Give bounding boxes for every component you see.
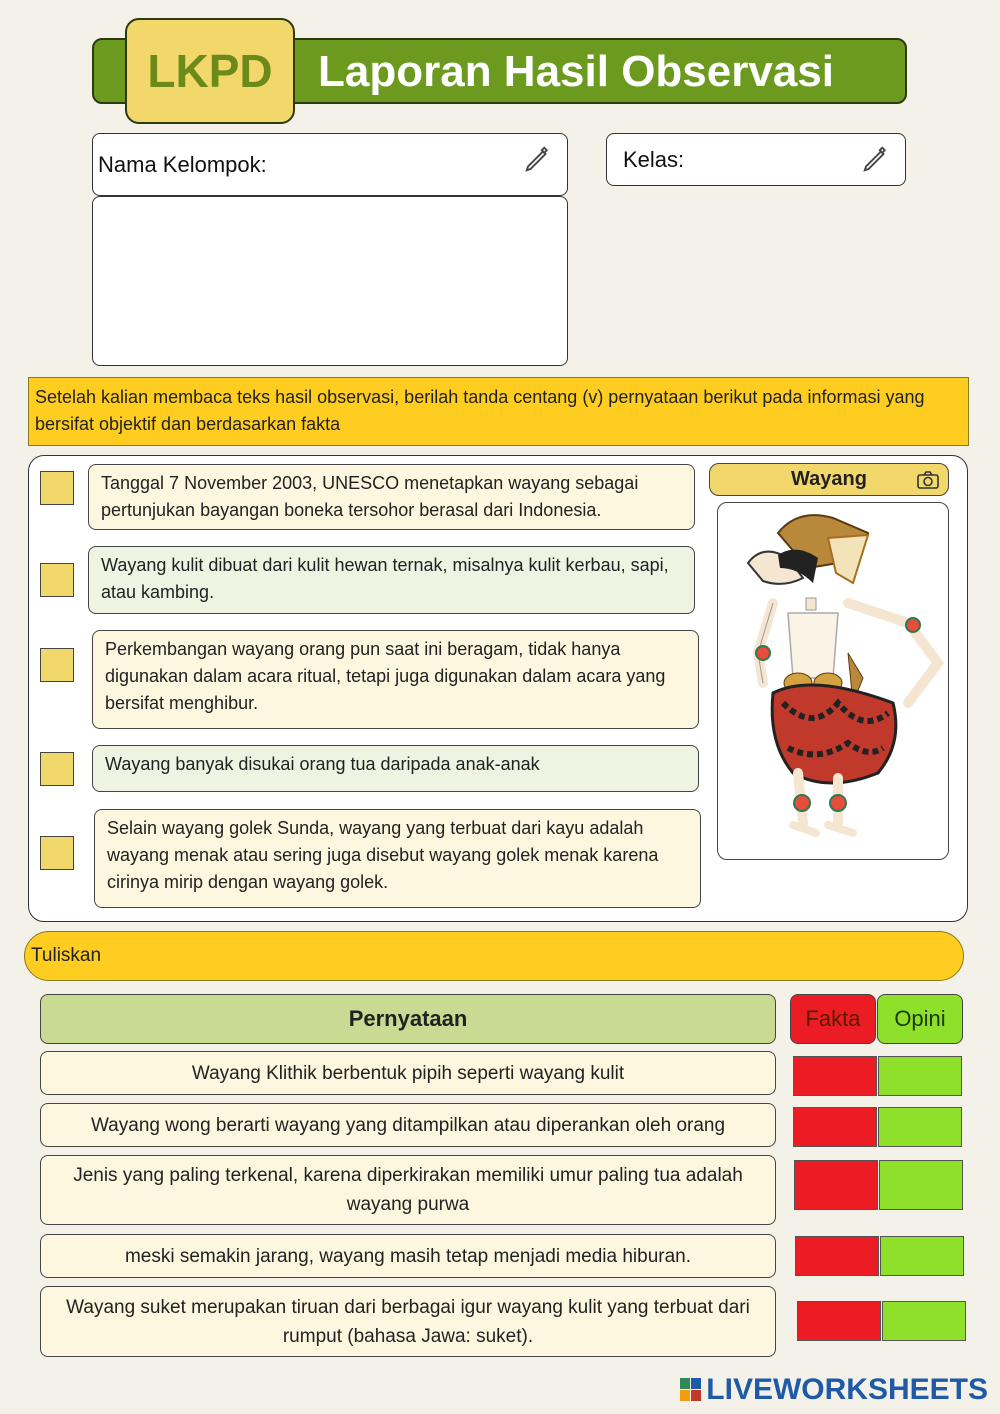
statement-4: Wayang banyak disukai orang tua daripada anak-anak [92, 745, 699, 792]
class-label: Kelas: [623, 147, 685, 172]
opinion-drop-box[interactable] [879, 1160, 963, 1210]
header-badge: LKPD [125, 18, 295, 124]
class-field[interactable] [606, 133, 906, 186]
statement-5: Selain wayang golek Sunda, wayang yang terbuat dari kayu adalah wayang menak atau sering juga disebut wayang golek menak karena cirinya mirip dengan wayang golek. [94, 809, 701, 908]
pencil-icon[interactable] [523, 144, 553, 174]
image-card-title-text: Wayang [791, 468, 867, 490]
fact-drop-box[interactable] [793, 1107, 877, 1147]
statement-2: Wayang kulit dibuat dari kulit hewan ternak, misalnya kulit kerbau, sapi, atau kambing. [88, 546, 695, 614]
statement-column-header: Pernyataan [40, 994, 776, 1044]
fact-drop-box[interactable] [793, 1056, 877, 1096]
fact-drop-box[interactable] [795, 1236, 879, 1276]
camera-icon [916, 470, 940, 490]
checkbox-4[interactable] [40, 752, 74, 786]
table-row: Wayang suket merupakan tiruan dari berbagai igur wayang kulit yang terbuat dari rumput (bahasa Jawa: suket). [40, 1286, 776, 1357]
statement-3: Perkembangan wayang orang pun saat ini beragam, tidak hanya digunakan dalam acara ritual, tetapi juga digunakan dalam acara yang bersifat menghibur. [92, 630, 699, 729]
checkbox-1[interactable] [40, 471, 74, 505]
fact-drop-box[interactable] [794, 1160, 878, 1210]
group-name-input[interactable] [92, 196, 568, 366]
opinion-drop-box[interactable] [880, 1236, 964, 1276]
wayang-puppet-illustration [718, 503, 950, 861]
wayang-image [717, 502, 949, 860]
statement-1: Tanggal 7 November 2003, UNESCO menetapkan wayang sebagai pertunjukan bayangan boneka tersohor berasal dari Indonesia. [88, 464, 695, 530]
section-banner: Tuliskan [24, 931, 964, 981]
table-row: Wayang Klithik berbentuk pipih seperti wayang kulit [40, 1051, 776, 1095]
opinion-drop-box[interactable] [882, 1301, 966, 1341]
fact-column-header: Fakta [790, 994, 876, 1044]
checkbox-2[interactable] [40, 563, 74, 597]
opinion-drop-box[interactable] [878, 1107, 962, 1147]
opinion-column-header: Opini [877, 994, 963, 1044]
brand-logo [680, 1372, 988, 1408]
checkbox-3[interactable] [40, 648, 74, 682]
pencil-icon[interactable] [861, 144, 891, 174]
table-row: Jenis yang paling terkenal, karena diperkirakan memiliki umur paling tua adalah wayang purwa [40, 1155, 776, 1225]
table-row: Wayang wong berarti wayang yang ditampilkan atau diperankan oleh orang [40, 1103, 776, 1147]
liveworksheets-logo-icon [680, 1378, 702, 1402]
instruction-banner: Setelah kalian membaca teks hasil observasi, berilah tanda centang (v) pernyataan berikut pada informasi yang bersifat objektif dan berdasarkan fakta [28, 377, 969, 446]
table-row: meski semakin jarang, wayang masih tetap menjadi media hiburan. [40, 1234, 776, 1278]
image-card-title [709, 463, 949, 496]
brand-text: LIVEWORKSHEETS [706, 1373, 988, 1406]
page-title: Laporan Hasil Observasi [318, 47, 834, 96]
opinion-drop-box[interactable] [878, 1056, 962, 1096]
group-name-label: Nama Kelompok: [98, 152, 267, 177]
group-name-label-box [92, 133, 568, 196]
fact-drop-box[interactable] [797, 1301, 881, 1341]
checkbox-5[interactable] [40, 836, 74, 870]
